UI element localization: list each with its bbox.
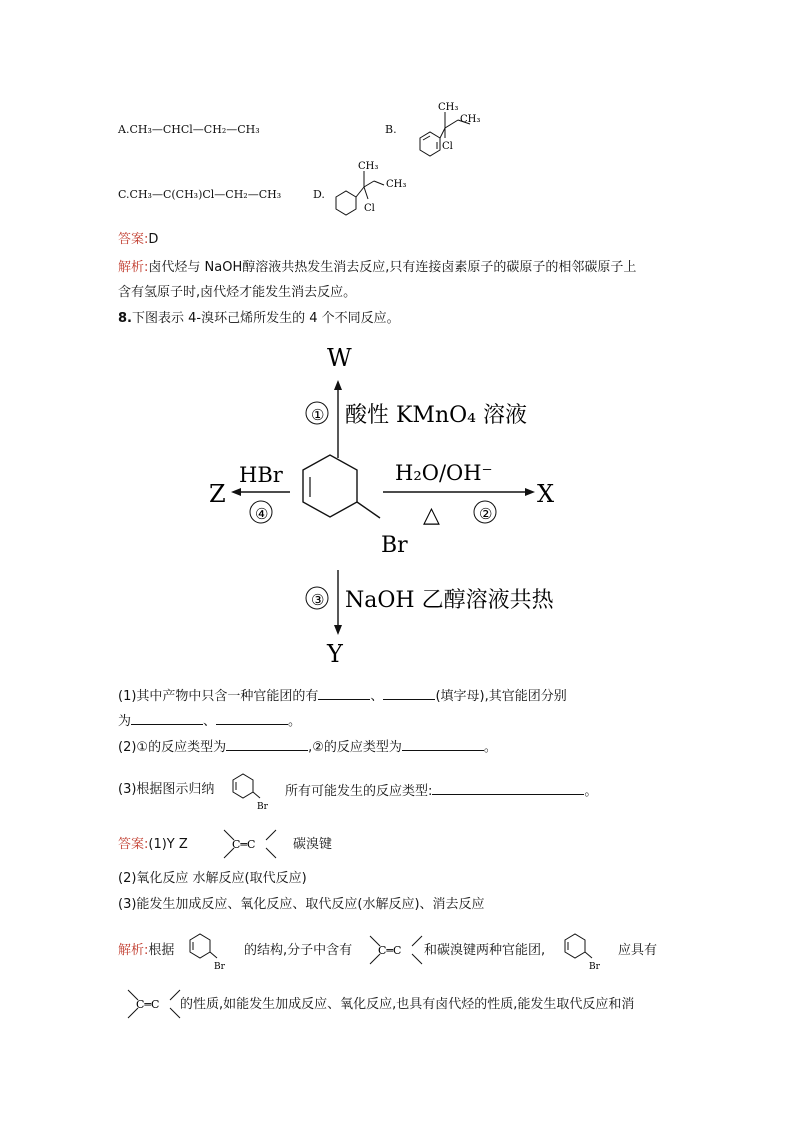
option-b-structure [400,98,490,158]
option-b-ch3-right: CH₃ [460,114,481,125]
reaction-2-reagent: H₂O/OH⁻ [395,461,493,485]
option-b-label: B. [385,123,397,136]
blank-2a[interactable] [226,738,308,751]
blank-1d[interactable] [216,712,288,725]
option-a: A.CH₃—CHCl—CH₂—CH₃ [118,123,260,136]
reaction-4-reagent: HBr [239,463,283,487]
answer-7-value: D [148,232,159,247]
reaction-1-reagent: 酸性 KMnO₄ 溶液 [345,403,527,428]
analysis-8-part1: 解析:根据 [118,943,175,958]
blank-1a[interactable] [318,687,370,700]
svg-text:Br: Br [257,802,268,812]
option-c: C.CH₃—C(CH₃)Cl—CH₂—CH₃ [118,188,282,201]
analysis-8-part5: 的性质,如能发生加成反应、氧化反应,也具有卤代烃的性质,能发生取代反应和消 [180,997,635,1012]
ring-br: Br [381,533,408,558]
analysis-7-line2: 含有氢原子时,卤代烃才能发生消去反应。 [118,285,357,300]
sub-question-3-structure [228,768,278,813]
option-b-cl: Cl [442,141,453,152]
analysis-8-structure-2 [560,928,610,973]
question-8-stem: 8.下图表示 4-溴环己烯所发生的 4 个不同反应。 [118,311,400,326]
blank-1b[interactable] [383,687,435,700]
reaction-3-reagent: NaOH 乙醇溶液共热 [345,588,554,613]
option-d-label: D. [313,188,325,201]
analysis-7-label: 解析: [118,260,149,275]
reaction-diagram [195,340,615,670]
analysis-8-part3: 和碳溴键两种官能团, [424,943,546,958]
product-w: W [327,344,352,372]
option-d-ch3-right: CH₃ [386,179,407,190]
analysis-8-cc-double-bond-1 [366,932,426,968]
analysis-7-line1: 解析:卤代烃与 NaOH醇溶液共热发生消去反应,只有连接卤素原子的碳原子的相邻碳原子上 [118,260,637,275]
answer-8-line2: (2)氧化反应 水解反应(取代反应) [118,871,307,886]
analysis-8-label: 解析: [118,943,149,958]
answer-8-line1-end: 碳溴键 [293,837,333,852]
blank-3[interactable] [432,782,584,795]
analysis-8-structure-1 [185,928,235,973]
svg-text:Br: Br [589,962,600,972]
answer-8-label: 答案: [118,837,149,852]
blank-2b[interactable] [402,738,484,751]
product-y: Y [327,640,343,668]
sub-question-1-line1: (1)其中产物中只含一种官能团的有 、 (填字母),其官能团分别 [118,689,567,704]
option-d-cl: Cl [364,203,375,214]
product-x: X [537,480,555,508]
sub-question-3-lead: (3)根据图示归纳 [118,782,215,797]
analysis-8-part2: 的结构,分子中含有 [244,943,353,958]
option-b-ch3-top: CH₃ [438,102,459,113]
sub-question-2: (2)①的反应类型为 ,②的反应类型为 。 [118,740,497,755]
svg-text:C═C: C═C [378,944,402,957]
answer-7-label: 答案: [118,232,149,247]
reaction-2-delta: △ [423,503,440,528]
blank-1c[interactable] [131,712,203,725]
svg-text:C═C: C═C [136,998,160,1011]
sub-question-3-rest: 所有可能发生的反应类型: 。 [285,784,598,799]
svg-text:Br: Br [214,962,225,972]
option-d-ch3-top: CH₃ [358,161,379,172]
option-d-structure [328,163,418,223]
answer-8-line1: 答案:(1)Y Z [118,837,188,852]
product-z: Z [209,480,226,508]
answer-8-line3: (3)能发生加成反应、氧化反应、取代反应(水解反应)、消去反应 [118,897,485,912]
analysis-8-cc-double-bond-2 [124,986,184,1022]
reaction-4-number: ④ [255,505,269,523]
svg-text:C═C: C═C [232,838,256,851]
answer-7 [118,232,158,248]
analysis-8-part4: 应具有 [618,943,658,958]
reaction-1-number: ① [311,406,325,424]
question-8-number: 8. [118,311,132,326]
reaction-3-number: ③ [311,591,325,609]
sub-question-1-line2: 为 、 。 [118,714,302,729]
reaction-2-number: ② [479,505,493,523]
answer-8-cc-double-bond [220,826,280,862]
